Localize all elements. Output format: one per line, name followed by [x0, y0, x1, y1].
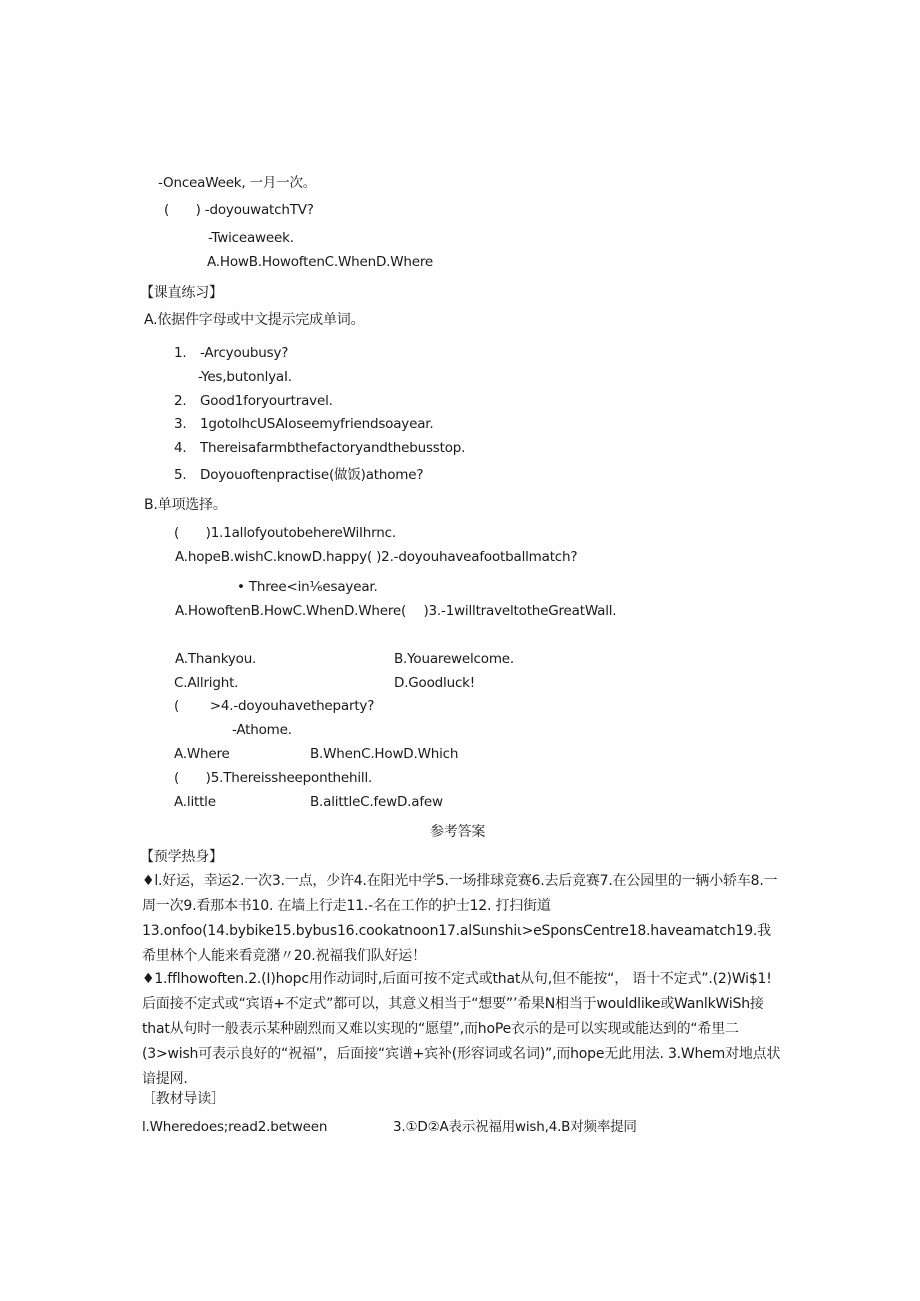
item-1-question: -Arcyoubusy?	[200, 345, 289, 361]
item-3-number: 3.	[174, 416, 187, 432]
b-q4-options-bcd: B.WhenC.HowD.Which	[310, 746, 459, 762]
b-q5-option-a: A.little	[174, 794, 216, 810]
b-q3-option-d: D.Goodluck!	[394, 675, 475, 691]
b-options-2-question-3: A.HowoftenB.HowC.WhenD.Where( )3.-1willtraveltotheGreatWall.	[175, 603, 617, 619]
item-1-number: 1.	[174, 345, 187, 361]
item-1-answer: -Yes,butonlyaI.	[198, 369, 292, 385]
preview-answers-paragraph-1: ♦l.好运，幸运2.一次3.一点，少许4.在阳光中学5.一场排球竞赛6.去后竞赛7.在公园里的一辆小轿车8.一周一次9.看那本书10. 在墙上行走11.-名在工作的护士12. 打扫街道13.onfoo(14.bybike15.bybus16.cookatnoon17.alSιınshiι>eSponsCentre18.haveamatch19.我希里林个人能来看竞潴〃20.祝福我们队好运！	[142, 873, 778, 964]
guide-answers-left: l.Wheredoes;read2.between	[142, 1119, 328, 1135]
item-4-question: Thereisafarmbthefactoryandthebusstop.	[200, 440, 466, 456]
b-options-1-question-2: A.hopeB.wishC.knowD.happy( )2.-doyouhaveafootballmatch?	[175, 549, 578, 565]
guide-answers-right: 3.①D②A表示祝福用wish,4.B对频率提同	[393, 1119, 637, 1135]
b-question-1: ( )1.1allofyoutobehereWiIhrnc.	[174, 525, 396, 541]
item-4-number: 4.	[174, 440, 187, 456]
item-3-question: 1gotolhcUSAIoseemyfriendsoayear.	[200, 416, 434, 432]
b-answer-4: -Athome.	[232, 722, 292, 738]
intro-line-1: -OnceaWeek, 一月一次。	[158, 175, 317, 191]
b-q4-option-a: A.Where	[174, 746, 230, 762]
b-question-5: ( )5.Thereissheeponthehill.	[174, 770, 373, 786]
item-5-question: Doyouoftenpractise(做饭)athome?	[200, 467, 424, 483]
item-5-number: 5.	[174, 467, 187, 483]
preview-answers-paragraph-2: ♦1.fflhowoften.2.(I)hopc用作动词时,后面可按不定式或that从句,但不能按“， 语十不定式”.(2)Wi$1!后面接不定式或“宾语+不定式”都可以，其意义相当于“想要”’希果N相当于wouldlike或WanlkWiSh接that从句时一般表示某种剧烈而又难以实现的“愿望”,而hoPe衣示的是可以实现或能达到的“希里二(3>wish可表示良好的“祝福”，后面接“宾谱+宾补(形容词或名词)”,而hope无此用法. 3.Whem对地点状谙提网.	[142, 971, 781, 1087]
b-q3-option-a: A.Thankyou.	[175, 651, 257, 667]
item-2-question: Good1foryourtravel.	[200, 393, 333, 409]
guide-heading: ［教材导读］	[142, 1091, 225, 1107]
b-question-4: ( >4.-doyouhavetheparty?	[174, 698, 375, 714]
b-q3-option-c: C.Allright.	[174, 675, 239, 691]
b-answer-2: • Three<in⅙esayear.	[237, 579, 378, 595]
intro-question: ( ) -doyouwatchTV?	[164, 202, 314, 218]
b-q5-options-bcd: B.alittleC.fewD.afew	[310, 794, 443, 810]
part-a-title: A.依据件字母或中文提示完成单词。	[144, 312, 365, 328]
answers-title: 参考答案	[430, 824, 486, 840]
practice-heading: 【课直练习】	[140, 285, 223, 301]
preview-heading: 【预学热身】	[140, 849, 223, 865]
intro-answer: -Twiceaweek.	[208, 230, 294, 246]
part-b-title: B.单项选择。	[144, 497, 227, 513]
b-q3-option-b: B.Youarewelcome.	[394, 651, 514, 667]
item-2-number: 2.	[174, 393, 187, 409]
intro-options: A.HowB.HowoftenC.WhenD.Where	[207, 254, 434, 270]
